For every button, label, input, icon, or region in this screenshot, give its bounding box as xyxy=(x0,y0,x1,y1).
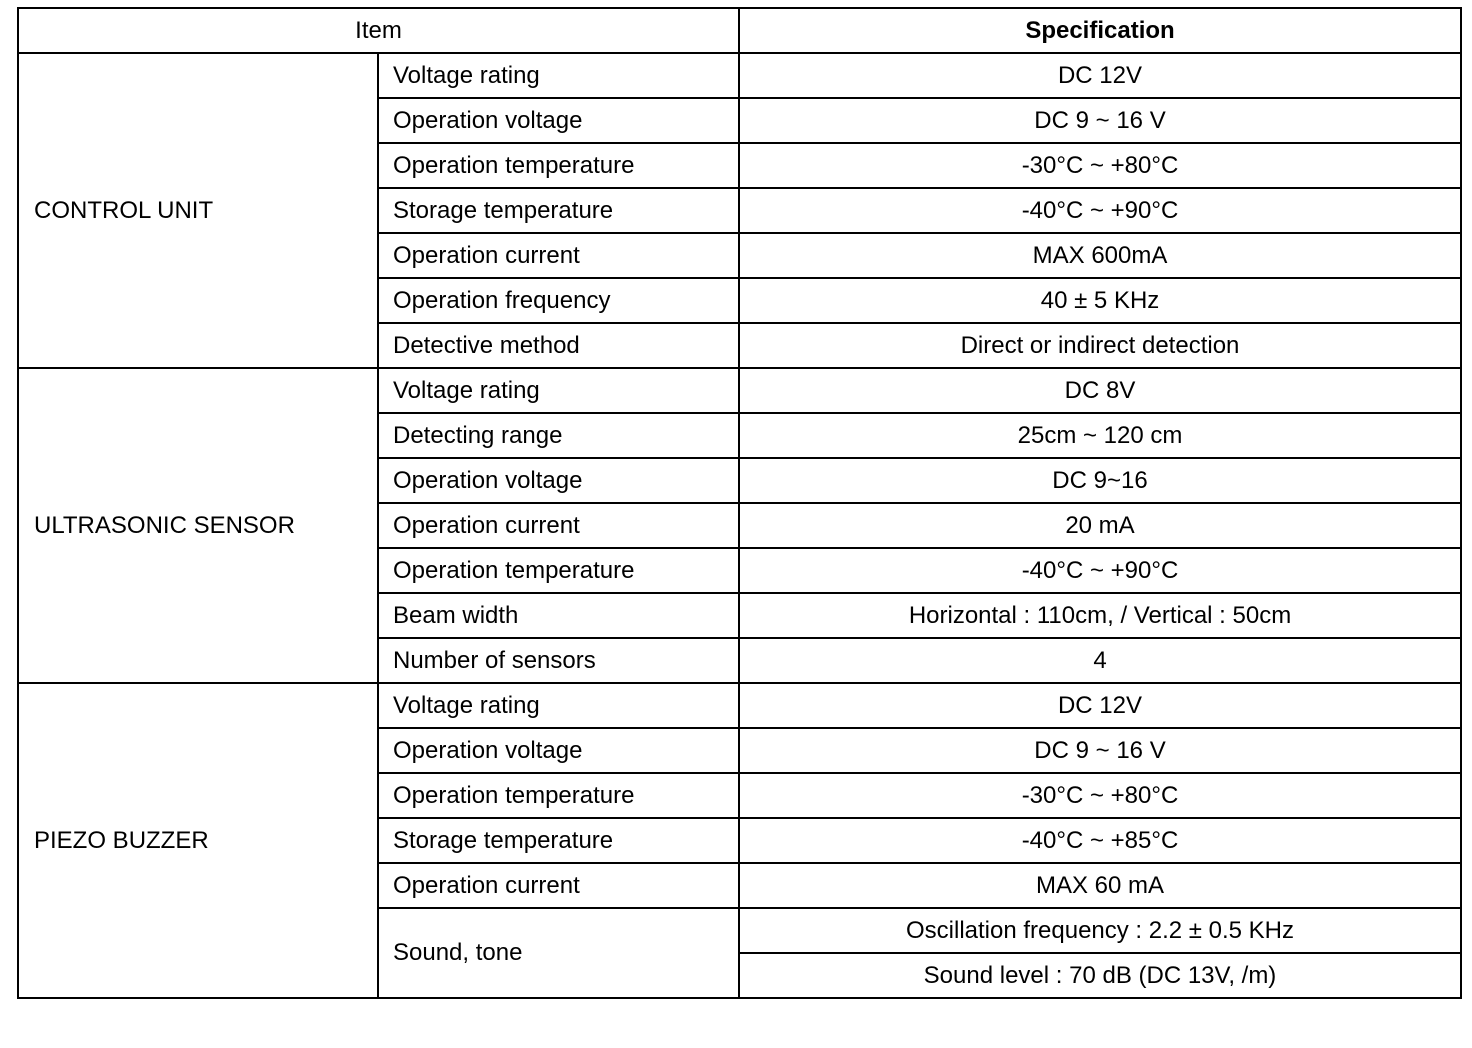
spec-cell: DC 9 ~ 16 V xyxy=(739,728,1461,773)
spec-cell: Direct or indirect detection xyxy=(739,323,1461,368)
spec-cell: Horizontal : 110cm, / Vertical : 50cm xyxy=(739,593,1461,638)
item-cell: Operation temperature xyxy=(378,548,739,593)
spec-cell: -30°C ~ +80°C xyxy=(739,143,1461,188)
table-row xyxy=(18,368,1461,413)
spec-cell: -40°C ~ +90°C xyxy=(739,188,1461,233)
table-row xyxy=(18,683,1461,728)
item-cell: Voltage rating xyxy=(378,53,739,98)
spec-cell: -40°C ~ +90°C xyxy=(739,548,1461,593)
item-cell: Operation temperature xyxy=(378,143,739,188)
spec-cell-oscillation-frequency: Oscillation frequency : 2.2 ± 0.5 KHz xyxy=(739,908,1461,953)
spec-cell: DC 12V xyxy=(739,683,1461,728)
specification-column-header: Specification xyxy=(739,8,1461,53)
spec-cell: -40°C ~ +85°C xyxy=(739,818,1461,863)
spec-cell: MAX 60 mA xyxy=(739,863,1461,908)
item-cell: Detective method xyxy=(378,323,739,368)
spec-cell: MAX 600mA xyxy=(739,233,1461,278)
item-cell: Operation frequency xyxy=(378,278,739,323)
spec-cell: DC 9~16 xyxy=(739,458,1461,503)
item-cell: Storage temperature xyxy=(378,818,739,863)
table-row xyxy=(18,53,1461,98)
item-cell: Detecting range xyxy=(378,413,739,458)
item-cell: Operation voltage xyxy=(378,458,739,503)
spec-cell: DC 9 ~ 16 V xyxy=(739,98,1461,143)
spec-cell: DC 12V xyxy=(739,53,1461,98)
spec-cell: 4 xyxy=(739,638,1461,683)
item-cell: Operation temperature xyxy=(378,773,739,818)
item-cell: Operation current xyxy=(378,503,739,548)
spec-cell: DC 8V xyxy=(739,368,1461,413)
item-cell: Number of sensors xyxy=(378,638,739,683)
item-cell: Beam width xyxy=(378,593,739,638)
spec-cell: 40 ± 5 KHz xyxy=(739,278,1461,323)
item-cell: Voltage rating xyxy=(378,368,739,413)
item-column-header: Item xyxy=(18,8,739,53)
item-cell: Operation voltage xyxy=(378,728,739,773)
group-label-piezo-buzzer: PIEZO BUZZER xyxy=(18,683,378,998)
item-cell-sound-tone: Sound, tone xyxy=(378,908,739,998)
spec-cell-sound-level: Sound level : 70 dB (DC 13V, /m) xyxy=(739,953,1461,998)
spec-cell: -30°C ~ +80°C xyxy=(739,773,1461,818)
item-cell: Voltage rating xyxy=(378,683,739,728)
group-label-ultrasonic-sensor: ULTRASONIC SENSOR xyxy=(18,368,378,683)
group-label-control-unit: CONTROL UNIT xyxy=(18,53,378,368)
spec-cell: 20 mA xyxy=(739,503,1461,548)
specification-table xyxy=(17,7,1462,999)
spec-cell: 25cm ~ 120 cm xyxy=(739,413,1461,458)
item-cell: Operation current xyxy=(378,233,739,278)
item-cell: Storage temperature xyxy=(378,188,739,233)
item-cell: Operation voltage xyxy=(378,98,739,143)
item-cell: Operation current xyxy=(378,863,739,908)
table-header-row xyxy=(18,8,1461,53)
